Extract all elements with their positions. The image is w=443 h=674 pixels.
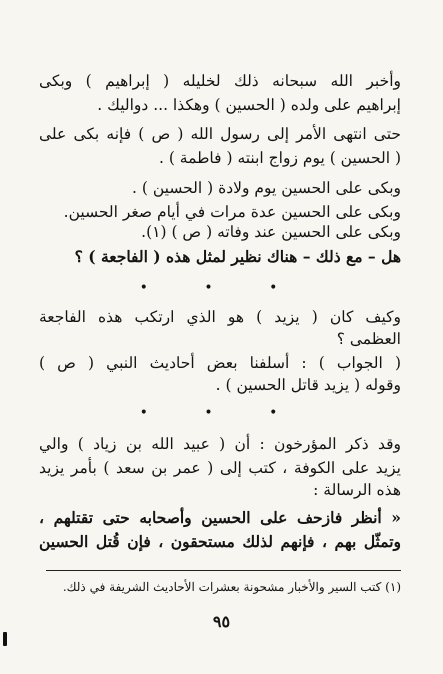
section-separator: • • • [139,405,304,421]
footnote-divider [46,570,401,571]
text-line: حتى انتهى الأمر إلى رسول الله ( ص ) فإنه بكى على [39,125,401,143]
text-line: العظمى ؟ [336,330,401,348]
footnote: (١) كتب السير والأخبار مشحونة بعشرات الأحاديث الشريفة في ذلك. [62,580,401,594]
text-line: وقوله ( يزيد قاتل الحسين ) . [215,376,401,394]
text-line: « أنظر فازحف على الحسين وأصحابه حتى تقتلهم ، [39,508,401,527]
text-line: وكيف كان ( يزيد ) هو الذي ارتكب هذه الفاجعة [39,308,401,326]
text-line: وبكى على الحسين عند وفاته ( ص ) (١). [141,223,401,241]
text-line: وبكى على الحسين عدة مرات في أيام صغر الحسين. [63,203,401,221]
text-line: ( الجواب ) : أسلفنا بعض أحاديث النبي ( ص ) [39,354,401,372]
page-number: ٩٥ [212,612,231,631]
text-line: هذه الرسالة : [313,481,401,499]
text-line: وبكى على الحسين يوم ولادة ( الحسين ) . [132,179,401,197]
section-separator: • • • [139,280,304,296]
page-edge-mark [3,632,7,646]
text-line: يزيد على الكوفة ، كتب إلى ( عمر بن سعد ) بأمر يزيد [39,459,401,477]
text-line: ( الحسين ) يوم زواج ابنته ( فاطمة ) . [158,149,401,167]
text-line: إبراهيم على ولده ( الحسين ) وهكذا ... دواليك . [97,96,401,114]
text-line: وقد ذكر المؤرخون : أن ( عبيد الله بن زياد ) والي [39,435,401,453]
text-line: هل – مع ذلك – هناك نظير لمثل هذه ( الفاجعة ) ؟ [74,247,401,266]
text-line: وتمثّل بهم ، فإنهم لذلك مستحقون ، فإن قُتل الحسين [39,532,401,551]
text-line: وأخبر الله سبحانه ذلك لخليله ( إبراهيم ) وبكى [39,72,401,90]
